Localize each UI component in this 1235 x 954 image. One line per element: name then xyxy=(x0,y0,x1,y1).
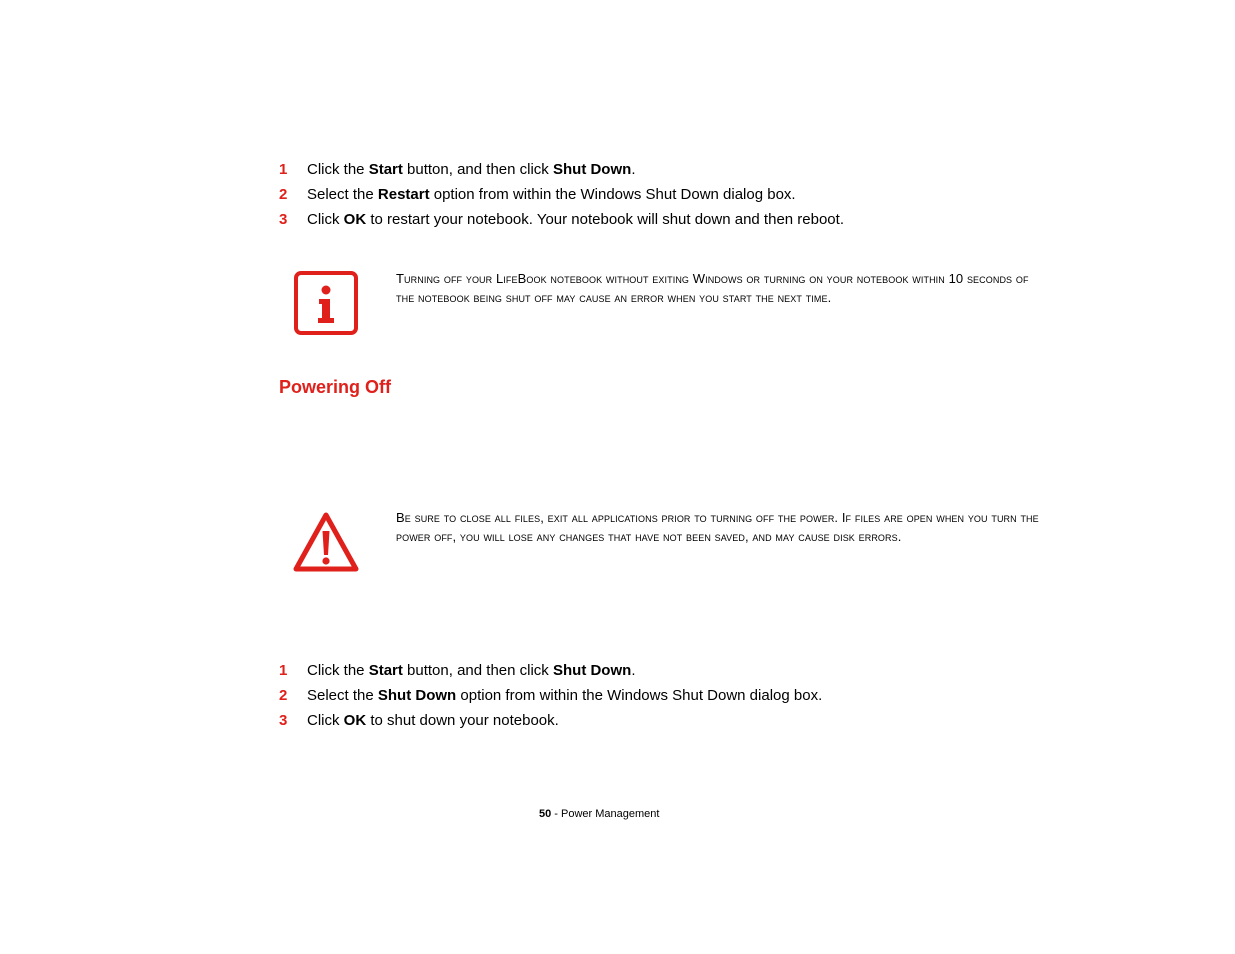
footer-section-name: Power Management xyxy=(561,808,660,820)
page-number: 50 xyxy=(539,808,552,820)
step-text: Click OK to shut down your notebook. xyxy=(307,712,559,729)
step-text: Select the Shut Down option from within the Windows Shut Down dialog box. xyxy=(307,687,823,704)
step-text: Select the Restart option from within the Windows Shut Down dialog box. xyxy=(307,186,796,203)
info-icon xyxy=(293,270,359,336)
step-number: 3 xyxy=(279,712,288,729)
step-text: Click the Start button, and then click Shut Down. xyxy=(307,662,636,679)
step-number: 1 xyxy=(279,662,288,679)
step-text: Click OK to restart your notebook. Your notebook will shut down and then reboot. xyxy=(307,211,844,228)
info-note-text: Turning off your LifeBook notebook without exiting Windows or turning on your notebook within 10 seconds of the notebook being shut off may cause an error when you start the next time. xyxy=(396,271,1029,305)
page-footer xyxy=(539,806,659,822)
step-text: Click the Start button, and then click Shut Down. xyxy=(307,161,636,178)
warning-icon xyxy=(293,509,359,575)
footer-separator: - xyxy=(551,808,562,820)
step-number: 1 xyxy=(279,161,288,178)
step-number: 2 xyxy=(279,186,288,203)
step-number: 3 xyxy=(279,211,288,228)
warning-note-text: Be sure to close all files, exit all applications prior to turning off the power. If files are open when you turn the power off, you will lose any changes that have not been saved, and may cause disk errors. xyxy=(396,510,1039,544)
step-number: 2 xyxy=(279,687,288,704)
section-heading: Powering Off xyxy=(279,377,391,397)
